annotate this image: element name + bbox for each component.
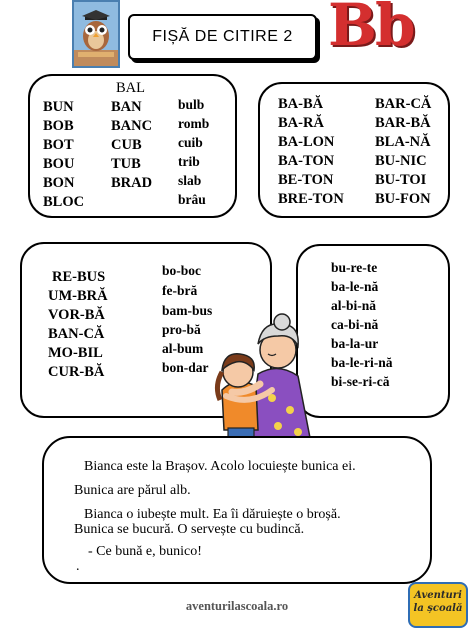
word: BA-TON xyxy=(278,153,335,169)
story-line: Bianca o iubește mult. Ea îi dăruiește o broșă. xyxy=(84,507,341,522)
story-line: Bunica are părul alb. xyxy=(74,483,191,498)
badge-logo xyxy=(408,582,468,628)
word: BOB xyxy=(43,118,74,134)
worksheet-title xyxy=(128,14,317,60)
word: RE-BUS xyxy=(52,269,106,285)
word: BON xyxy=(43,175,75,191)
word: UM-BRĂ xyxy=(48,288,108,304)
word: TUB xyxy=(111,156,141,172)
badge-line: Aventuri xyxy=(414,590,462,601)
word: MO-BIL xyxy=(48,345,103,361)
title-text: FIȘĂ DE CITIRE 2 xyxy=(152,28,293,45)
word: ba-le-ri-nă xyxy=(331,355,393,370)
word: BOT xyxy=(43,137,74,153)
letters-heading xyxy=(328,0,414,58)
word: BU-FON xyxy=(375,191,431,207)
word: slab xyxy=(178,173,202,188)
word: al-bi-nă xyxy=(331,298,377,313)
word: BAN xyxy=(111,99,142,115)
word: BRE-TON xyxy=(278,191,344,207)
owl-icon xyxy=(74,2,118,66)
word: cuib xyxy=(178,135,203,150)
footer-text[interactable]: aventurilascoala.ro xyxy=(185,599,289,613)
word: CUB xyxy=(111,137,142,153)
word: BANC xyxy=(111,118,153,134)
word: al-bum xyxy=(162,341,204,356)
word: CUR-BĂ xyxy=(48,364,105,380)
word: BAN-CĂ xyxy=(48,326,105,342)
grandma-hug-illustration xyxy=(206,310,324,456)
word: BAR-CĂ xyxy=(375,96,432,112)
letters-text: Bb xyxy=(328,0,414,59)
word: ba-le-nă xyxy=(331,279,379,294)
word: BA-BĂ xyxy=(278,96,324,112)
word: BLOC xyxy=(43,194,85,210)
word: BAL xyxy=(116,80,145,96)
word: BA-LON xyxy=(278,134,335,150)
word: BRAD xyxy=(111,175,153,191)
word: BOU xyxy=(43,156,75,172)
footer-url[interactable] xyxy=(0,599,474,614)
word: ba-la-ur xyxy=(331,336,379,351)
word: BU-NIC xyxy=(375,153,427,169)
word: BAR-BĂ xyxy=(375,115,431,131)
owl-frame xyxy=(72,0,120,68)
story-line: Bunica se bucură. O servește cu budincă. xyxy=(74,522,305,537)
word: bulb xyxy=(178,97,205,112)
word: BLA-NĂ xyxy=(375,134,431,150)
word: romb xyxy=(178,116,210,131)
badge-line: la școală xyxy=(413,602,463,614)
story-line: - Ce bună e, bunico! xyxy=(88,544,202,559)
word: BU-TOI xyxy=(375,172,427,188)
word: brâu xyxy=(178,192,206,207)
word: pro-bă xyxy=(162,322,201,337)
word: bu-re-te xyxy=(331,260,378,275)
word: bam-bus xyxy=(162,303,213,318)
word: trib xyxy=(178,154,200,169)
word: BE-TON xyxy=(278,172,334,188)
word: bon-dar xyxy=(162,360,209,375)
story-line: Bianca este la Brașov. Acolo locuiește bunica ei. xyxy=(84,459,356,474)
word: bo-boc xyxy=(162,263,202,278)
story-mark: . xyxy=(76,559,80,574)
word: BUN xyxy=(43,99,74,115)
word: BA-RĂ xyxy=(278,115,324,131)
word: VOR-BĂ xyxy=(48,307,105,323)
word: bi-se-ri-că xyxy=(331,374,390,389)
word: fe-bră xyxy=(162,283,198,298)
word: ca-bi-nă xyxy=(331,317,379,332)
